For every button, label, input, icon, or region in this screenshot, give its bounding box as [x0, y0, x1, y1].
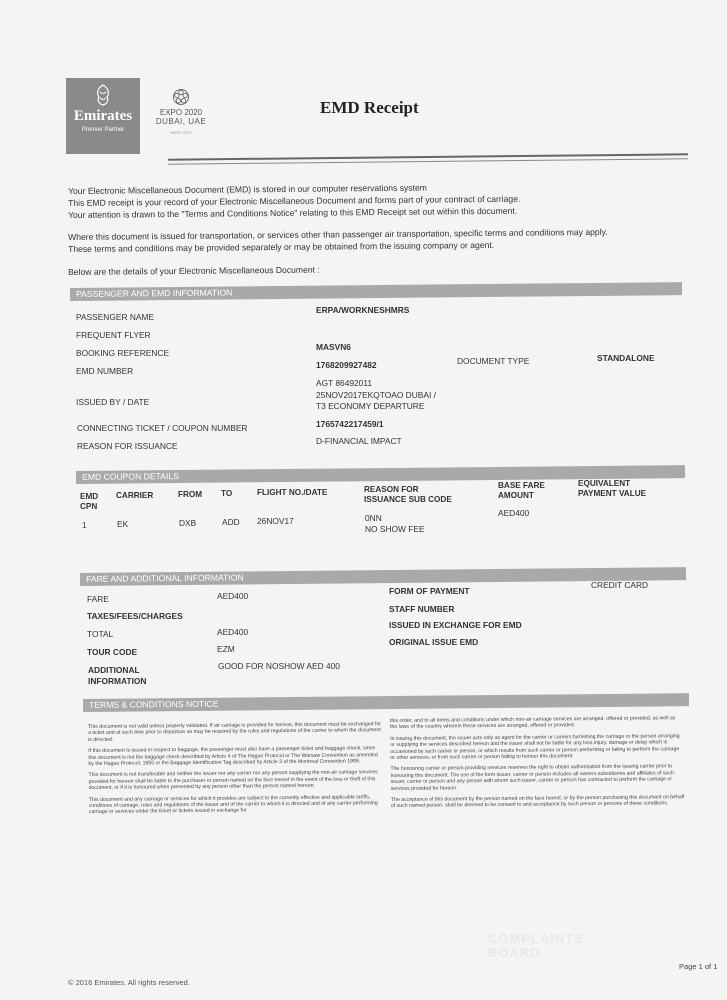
- coupon-cpn: 1: [82, 520, 87, 530]
- form-of-payment-value: CREDIT CARD: [591, 580, 649, 590]
- section-header-coupon: EMD COUPON DETAILS: [76, 465, 685, 484]
- connecting-ticket-value: 1765742217459/1: [316, 419, 384, 429]
- reason-for-issuance-value: D-FINANCIAL IMPACT: [316, 436, 402, 446]
- intro-line: This EMD receipt is your record of your Electronic Miscellaneous Document and forms part of your contract of carriage.: [68, 193, 521, 208]
- terms-left-column: [88, 721, 385, 821]
- document-type-label: DOCUMENT TYPE: [457, 356, 530, 366]
- intro-line: Where this document is issued for transportation, or services other than passenger air transportation, specific terms and conditions may apply.: [68, 226, 608, 242]
- terms-paragraph: this order, and to all terms and conditions under which non-air carriage services are arranged, offered or provided, as well as the laws of the country wherein these services are arranged, offered or provided.: [390, 715, 676, 731]
- watermark-line2: BOARD: [488, 945, 541, 960]
- emd-number-label: EMD NUMBER: [76, 366, 134, 376]
- terms-paragraph: The honouring carrier or person providing services reserves the right to obtain authorization from the issuing carrier prior to honouring this document. The use of the form issuer, carrier or person includes all owners,subsidiaries and affiliates of such issuer, carrier or person and any person with whom such issuer, carrier or person has contracted to perform the carriage or services provided for hereon.: [390, 763, 674, 792]
- col-header-flight: FLIGHT NO./DATE: [257, 488, 328, 497]
- tour-code-label: TOUR CODE: [87, 647, 138, 657]
- staff-number-label: STAFF NUMBER: [389, 604, 455, 614]
- additional-info-value: GOOD FOR NOSHOW AED 400: [218, 661, 340, 671]
- terms-paragraph: This document is not transferable and neither the issuer nor any carrier nor any person supplying the non-air carriage services provided for hereon shall be liable to the purchaser or person named on the face hereof in the event of the loss or theft of this document, or if it is honoured when presented by any person other than the person named hereon.: [88, 769, 378, 792]
- expo-year: EXPO 2020: [159, 108, 203, 117]
- expo-location: DUBAI, UAE: [155, 117, 207, 126]
- coupon-to: ADD: [222, 517, 240, 527]
- coupon-reason-code: 0NN: [365, 513, 382, 523]
- copyright: © 2016 Emirates. All rights reserved.: [68, 978, 190, 987]
- terms-paragraph: This document is not valid unless properly validated. If air carriage is provided for hereon, this document must be exchanged for a ticket and at such time prior to departure as may be required by the rules and regulations of the carrier to whom the document is directed.: [88, 721, 382, 743]
- page-title: EMD Receipt: [320, 98, 419, 117]
- total-label: TOTAL: [87, 629, 114, 639]
- page-number: Page 1 of 1: [679, 962, 718, 971]
- frequent-flyer-label: FREQUENT FLYER: [76, 330, 151, 340]
- tour-code-value: EZM: [217, 644, 235, 654]
- fare-value: AED400: [217, 591, 249, 601]
- intro-line: Your attention is drawn to the "Terms and Conditions Notice" relating to this EMD Receipt set out within this document.: [68, 205, 518, 220]
- connecting-ticket-label: CONNECTING TICKET / COUPON NUMBER: [77, 423, 248, 433]
- coupon-flight-date: 26NOV17: [257, 516, 294, 526]
- passenger-name-value: ERPA/WORKNESHMRS: [316, 305, 410, 315]
- col-header-carrier: CARRIER: [116, 491, 154, 500]
- original-issue-label: ORIGINAL ISSUE EMD: [389, 637, 479, 647]
- issued-by-line1: AGT 86492011: [316, 378, 373, 388]
- terms-paragraph: The acceptance of this document by the person named on the face hereof, or by the person purchasing this document on behalf of such named person, shall be deemed to be consent to and acceptance by such person or persons of these conditions.: [390, 794, 685, 810]
- terms-paragraph: If this document is issued in respect to baggage, the passenger must also have a passenger ticket and baggage check, since this document is not the baggage check described by Article 4 of The Hague Protocol or The Warsaw Convention as amended by the Hague Protocol, 1955 or the Baggage Identification Tag described by Article 3 of the Montreal Convention 1999.: [88, 745, 378, 768]
- brand-name: Emirates: [73, 108, 133, 124]
- terms-right-column: [390, 715, 685, 815]
- intro-line: Below are the details of your Electronic Miscellaneous Document :: [68, 264, 320, 277]
- booking-reference-value: MASVN6: [316, 342, 351, 352]
- watermark: [488, 932, 584, 960]
- fare-label: FARE: [87, 594, 109, 604]
- expo-host-city: HOST CITY: [170, 130, 192, 135]
- expo-logo: [150, 88, 212, 135]
- issued-in-exchange-label: ISSUED IN EXCHANGE FOR EMD: [389, 620, 522, 630]
- col-header-to: TO: [221, 489, 233, 498]
- col-header-base-fare: BASE FARE AMOUNT: [498, 481, 545, 500]
- watermark-line1: COMPLAINTS: [488, 931, 584, 946]
- booking-reference-label: BOOKING REFERENCE: [76, 348, 170, 358]
- emirates-logo: [66, 78, 140, 154]
- coupon-carrier: EK: [117, 519, 129, 529]
- section-header-fare: FARE AND ADDITIONAL INFORMATION: [80, 567, 686, 586]
- brand-subtitle: Premier Partner: [81, 127, 125, 133]
- emirates-emblem-icon: [93, 84, 113, 106]
- col-header-emd-cpn: EMD CPN: [80, 492, 99, 511]
- coupon-base-fare: AED400: [498, 508, 530, 518]
- section-header-terms: TERMS & CONDITIONS NOTICE: [83, 693, 689, 712]
- issued-by-label: ISSUED BY / DATE: [76, 397, 150, 407]
- form-of-payment-label: FORM OF PAYMENT: [389, 586, 470, 596]
- reason-for-issuance-label: REASON FOR ISSUANCE: [77, 441, 178, 451]
- col-header-from: FROM: [178, 490, 203, 499]
- expo-emblem-icon: [172, 88, 190, 106]
- emd-number-value: 1768209927482: [316, 360, 377, 370]
- coupon-reason-text: NO SHOW FEE: [365, 524, 425, 534]
- intro-line: These terms and conditions may be provided separately or may be obtained from the issuing company or agent.: [68, 239, 495, 254]
- additional-info-label: ADDITIONAL INFORMATION: [88, 665, 147, 686]
- issued-by-line3: T3 ECONOMY DEPARTURE: [316, 401, 425, 411]
- coupon-from: DXB: [179, 518, 197, 528]
- intro-line: Your Electronic Miscellaneous Document (EMD) is stored in our computer reservations system: [68, 182, 427, 196]
- passenger-name-label: PASSENGER NAME: [76, 312, 155, 322]
- section-header-passenger: PASSENGER AND EMD INFORMATION: [70, 282, 682, 301]
- taxes-label: TAXES/FEES/CHARGES: [87, 611, 183, 621]
- total-value: AED400: [217, 627, 249, 637]
- document-type-value: STANDALONE: [597, 353, 655, 363]
- terms-paragraph: In issuing this document, the issuer acts only as agent for the carrier or carriers furnishing the carriage or the person arranging or supplying the services described hereon and the issuer shall not be liable for any loss,injury, damage or delay which is occasioned by such carrier or person, or which results from such carrier or person performing or failing to perform the carriage or other services, or from such carrier or person failing to honour this document.: [390, 733, 680, 762]
- terms-paragraph: This document and any carriage or services for which it provides are subject to the currently effective and applicable tariffs, conditions of carriage, rules and regulations of the issuer and of the carrier to whom it is directed and of any carrier performing carriage or services under the ticket or tickets issued in exchange for: [88, 793, 378, 816]
- col-header-equivalent: EQUIVALENT PAYMENT VALUE: [578, 479, 647, 498]
- col-header-reason: REASON FOR ISSUANCE SUB CODE: [364, 485, 452, 504]
- issued-by-line2: 25NOV2017EKQTOAO DUBAI /: [316, 390, 436, 400]
